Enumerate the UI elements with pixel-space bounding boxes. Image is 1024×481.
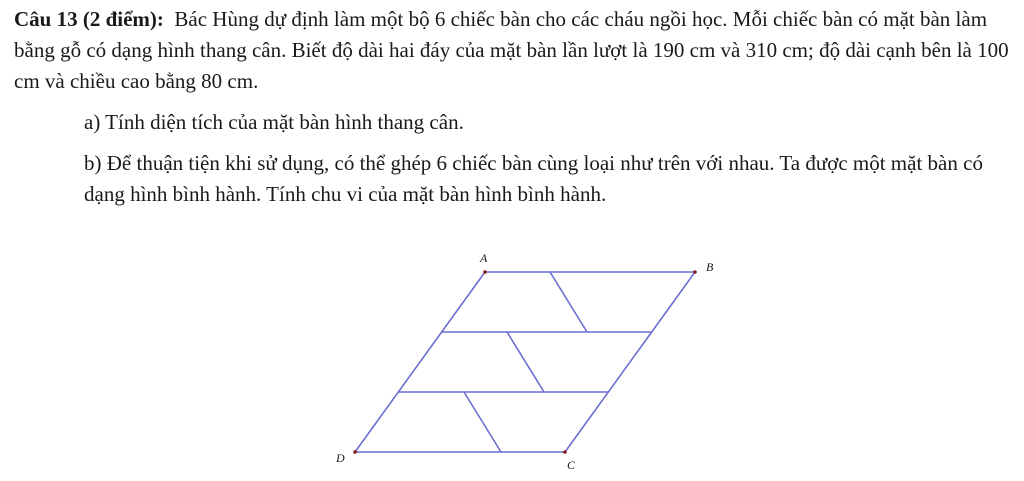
label-c: C — [567, 458, 576, 472]
parallelogram-figure — [320, 240, 740, 476]
point-c — [563, 450, 567, 454]
problem-statement: Bác Hùng dự định làm một bộ 6 chiếc bàn cho các cháu ngồi học. Mỗi chiếc bàn có mặt bàn làm bằng gỗ có dạng hình thang cân. Biết độ dài hai đáy của mặt bàn lần lượt là 190 cm và 310 cm; độ dài cạnh bên là 100 cm và chiều cao bằng 80 cm. — [14, 7, 1009, 93]
edge-bc — [565, 272, 695, 452]
part-a: a) Tính diện tích của mặt bàn hình thang cân. — [84, 110, 464, 134]
figure-svg — [320, 240, 740, 476]
point-d — [353, 450, 357, 454]
edge-da — [355, 272, 485, 452]
label-a: A — [480, 251, 488, 265]
point-b — [693, 270, 697, 274]
problem-text — [14, 4, 1014, 210]
figure-lines — [355, 272, 695, 452]
slant-row-3 — [464, 392, 501, 452]
slant-row-1 — [550, 272, 587, 332]
slant-row-2 — [507, 332, 544, 392]
label-b: B — [706, 260, 714, 274]
problem-heading: Câu 13 (2 điểm): — [14, 7, 164, 31]
label-d: D — [336, 451, 345, 465]
part-b: b) Để thuận tiện khi sử dụng, có thể ghép 6 chiếc bàn cùng loại như trên với nhau. Ta được một mặt bàn có dạng hình bình hành. Tính chu vi của mặt bàn hình bình hành. — [84, 151, 983, 206]
problem-intro — [14, 4, 1014, 97]
point-a — [483, 270, 487, 274]
